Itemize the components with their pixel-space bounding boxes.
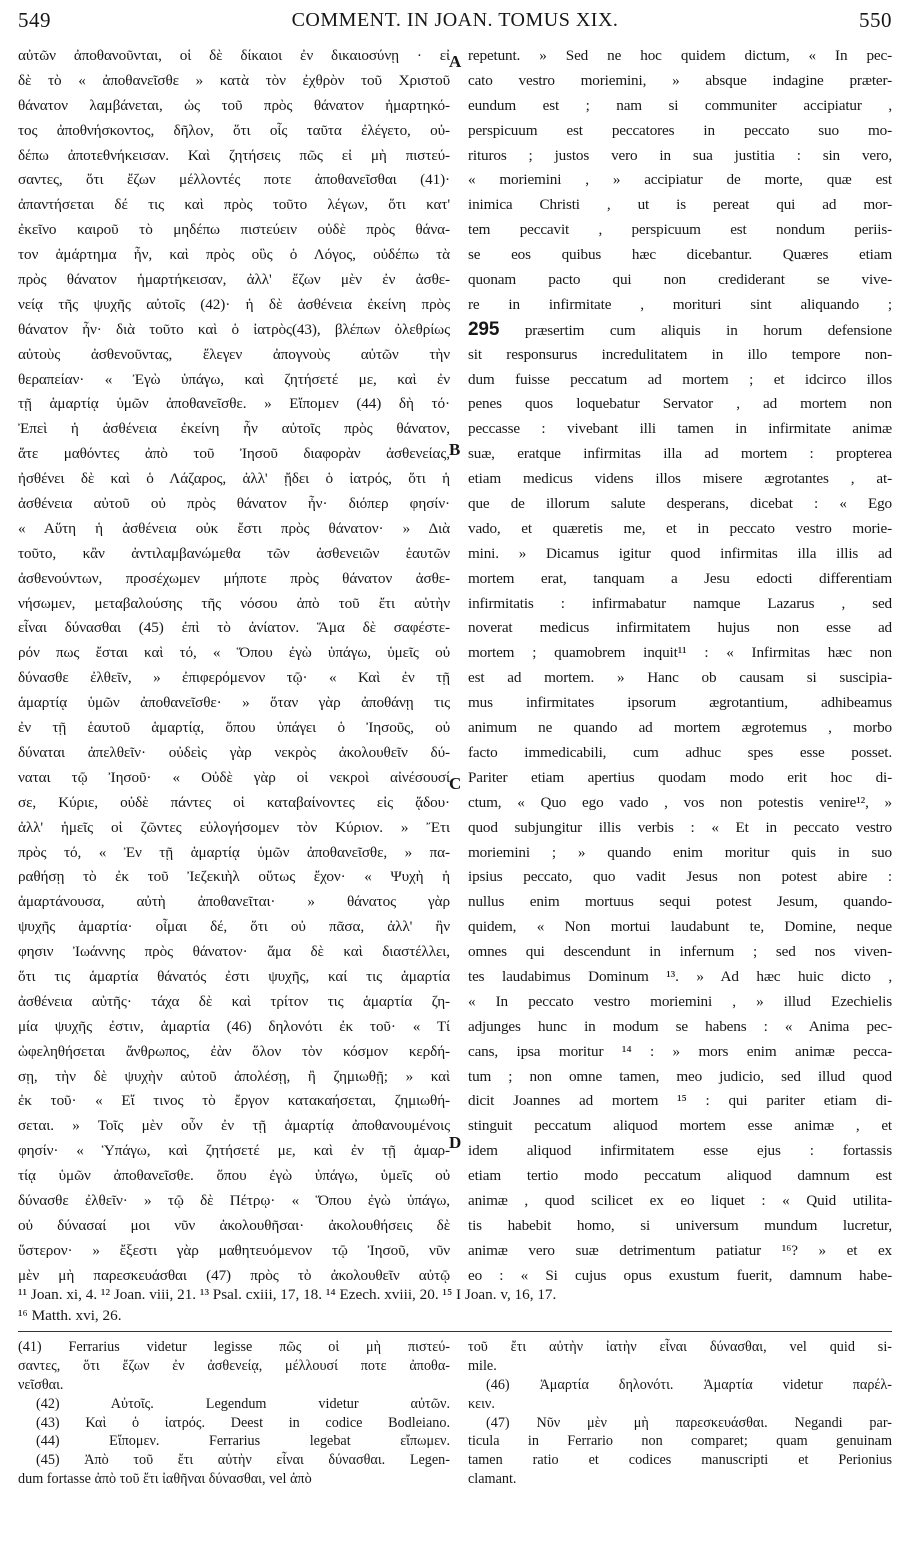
latin-text-line: animæ vero suæ detrimentum patiatur ¹⁶? » et ex xyxy=(468,1241,892,1259)
latin-text-line: etiam medicus videns illos misere ægrotantes , at- xyxy=(468,470,892,488)
latin-text-line: mini. » Dicamus igitur quod infirmitas illa illis ad xyxy=(468,544,892,562)
greek-text-line: θάνατον ἦν· διὰ τοῦτο καὶ ὁ ἰατρὸς(43), βλέπων ὀλεθρίως xyxy=(18,320,450,338)
greek-text-line: τῇ ἁμαρτίᾳ ὑμῶν ἀποθανεῖσθε. » Εἴπομεν (44) δὴ τό· xyxy=(18,395,450,413)
latin-text-line: animum ne quando ad mortem ægrotemus , morbo xyxy=(468,719,892,737)
latin-text-line: tum ; non omne tamen, meo judicio, sed illud quod xyxy=(468,1067,892,1085)
greek-text-line: αὐτῶν ἀποθανοῦνται, οἱ δὲ δίκαιοι ἐν δικαιοσύνῃ · εἰ xyxy=(18,47,450,64)
latin-text-line: est ad mortem. » Hanc ob causam si suscipia- xyxy=(468,669,892,687)
page-number-right: 550 xyxy=(858,7,892,32)
greek-text-line: δέπω ἀποτεθνήκεισαν. Καὶ ζητήσεις πῶς εἰ μὴ πιστεύ- xyxy=(18,146,450,164)
greek-text-line: θεραπείαν· « Ἐγὼ ὑπάγω, καὶ ζητήσετέ με, καὶ ἐν xyxy=(18,370,450,388)
greek-text-column xyxy=(18,44,450,1289)
editor-note-line: (46) Ἁμαρτία δηλονότι. Ἁμαρτία videtur παρέλ- xyxy=(486,1376,892,1393)
greek-text-line: ἀσθένεια αὐτοῦ οὐ πρὸς θάνατον ἦν· διόπερ φησίν· xyxy=(18,495,450,513)
greek-text-line: δὲ τὸ « ἀποθανεῖσθε » κατὰ τὸν ἐχθρὸν τοῦ Χριστοῦ xyxy=(18,71,450,89)
greek-text-line: ραθήσῃ τὸ ἐκ τοῦ Ἰεζεκιὴλ οὕτως ἔχον· « Ψυχὴ ἡ xyxy=(18,868,450,886)
latin-text-line: suæ, eratque infirmitas illa ad mortem : propterea xyxy=(468,445,892,463)
editor-note-line: dum fortasse ἀπὸ τοῦ ἔτι ἰαθῆναι δύνασθαι, vel ἀπὸ xyxy=(18,1471,312,1488)
greek-text-line: αὐτοὺς ἀσθενοῦντας, ἔλεγεν ἀπογνοὺς αὐτῶν τὴν xyxy=(18,345,450,363)
latin-text-line: inimica Christi , ut is pereat qui ad mor- xyxy=(468,196,892,214)
greek-text-line: Ἐπεὶ ἡ ἀσθένεια ἐκείνη ἦν αὐτοῖς πρὸς θάνατον, xyxy=(18,420,450,438)
scripture-references xyxy=(18,1284,892,1326)
latin-text-line: infirmitatis : infirmabatur namque Lazarus , sed xyxy=(468,594,892,612)
margin-marker-c: C xyxy=(449,774,462,793)
latin-text-line: que de illorum salute desperans, dicebat : « Ego xyxy=(468,495,892,513)
latin-text-line: idem aliquod infirmitatem esse ejus : fortassis xyxy=(468,1142,892,1160)
latin-text-line: eo : « Si cujus opus exustum fuerit, damnum habe- xyxy=(468,1266,892,1284)
latin-text-line: omnes qui descendunt in infernum ; sed nos viven- xyxy=(468,943,892,961)
running-title: COMMENT. IN JOAN. TOMUS XIX. xyxy=(291,8,619,31)
greek-text-line: νείᾳ τῆς ψυχῆς αὐτοῖς (42)· ἡ δὲ ἀσθένεια ἐκείνη πρὸς xyxy=(18,295,450,313)
editor-note-line: (47) Νῦν μὲν μὴ παρεσκευάσθαι. Negandi par- xyxy=(486,1414,892,1431)
editor-notes-left xyxy=(18,1338,450,1489)
greek-text-line: νήσωμεν, μεταβαλούσης τῆς νόσου ἀπὸ τοῦ ἔτι αὐτὴν xyxy=(18,594,450,612)
editor-note-line: κειν. xyxy=(468,1395,495,1412)
greek-text-line: ναται τῷ Ἰησοῦ· « Οὐδὲ γὰρ οἱ νεκροὶ αἰνέσουσί xyxy=(18,768,450,786)
greek-text-line: δύναται ἀπελθεῖν· οὐδεὶς γὰρ νεκρὸς ἀκολουθεῖν δύ- xyxy=(18,743,450,761)
latin-text-line: penes quos loquebatur Servator , ad mortem non xyxy=(468,395,892,413)
latin-text-line: moriemini ; » quando enim moritur quis in suo xyxy=(468,843,892,861)
editor-note-line: (45) Ἀπὸ τοῦ ἔτι αὐτὴν εἶναι δύνασθαι. Legen- xyxy=(36,1452,450,1469)
column-number: 295 xyxy=(468,318,500,340)
latin-text-line: quidem, « Non mortui laudabunt te, Domine, neque xyxy=(468,918,892,936)
latin-text-line: ipsius peccato, quo vadit Jesus non potest abire : xyxy=(468,868,892,886)
latin-text-line: re in infirmitate , morituri sint aliquando ; xyxy=(468,295,892,313)
latin-text-line: vado, et quæretis me, et in peccato vestro morie- xyxy=(468,519,892,537)
greek-text-line: εἶναι δύνασθαι (45) ἐπὶ τὸ ἀνίατον. Ἅμα δὲ σαφέστε- xyxy=(18,619,450,637)
latin-text-line: mortem ; quamobrem inquit¹¹ : « Infirmitas hæc non xyxy=(468,644,892,662)
line-text: præsertim cum aliquis in horum defensione xyxy=(524,321,892,339)
greek-text-line: φησίν· « Ὑπάγω, καὶ ζητήσετέ με, καὶ ἐν τῇ ἁμαρ- xyxy=(18,1142,450,1160)
greek-text-line: μία ψυχῆς ἐστιν, ἁμαρτία (46) δηλονότι ἐκ τοῦ· « Τί xyxy=(18,1017,450,1035)
greek-text-line: ὠφεληθήσεται ἄνθρωπος, ἐὰν ὅλον τὸν κόσμον κερδή- xyxy=(18,1042,450,1060)
latin-text-line: facto immedicabili, cum adhuc spes esse posset. xyxy=(468,743,892,761)
greek-text-line: ὅτι τις ἁμαρτία θάνατός ἐστι ψυχῆς, καί τις ἁμαρτία xyxy=(18,967,450,985)
latin-text-line: « In peccato vestro moriemini , » illud Ezechielis xyxy=(468,992,892,1010)
greek-text-line: ψυχῆς ἁμαρτία· οἶμαι δέ, ὅτι οὐ πᾶσα, ἀλλ' ἣν xyxy=(18,918,450,936)
latin-text-line: ctum, « Quo ego vado , vos non potestis venire¹², » xyxy=(468,793,892,811)
latin-text-line: nullus enim mortuus sequi potest Jesum, quando- xyxy=(468,893,892,911)
latin-text-line: cato vestro moriemini, » absque indagine præter- xyxy=(468,71,892,89)
editor-note-line: τοῦ ἔτι αὐτὴν ἰατὴν εἶναι δύνασθαι, vel quid si- xyxy=(468,1339,892,1355)
latin-text-line: tes laudabimus Dominum ¹³. » Ad hæc huic dicto , xyxy=(468,967,892,985)
latin-text-line: « moriemini , » accipiatur de morte, quæ est xyxy=(468,171,892,189)
editor-note-line: (43) Καὶ ὁ ἰατρός. Deest in codice Bodleiano. xyxy=(36,1414,450,1431)
latin-text-line: Pariter etiam apertius quodam modo erit hoc di- xyxy=(468,768,892,786)
latin-text-line xyxy=(468,318,892,343)
greek-text-line: θάνατον λαμβάνεται, ὡς τοῦ πρὸς θάνατον ἡμαρτηκό- xyxy=(18,96,450,114)
greek-text-line: πρὸς τό, « Ἐν τῇ ἁμαρτίᾳ ὑμῶν ἀποθανεῖσθε, » πα- xyxy=(18,843,450,861)
greek-text-line: τος ἀποθνήσκοντος, δῆλον, ὅτι οἷς ταῦτα ἐλέγετο, οὐ- xyxy=(18,121,450,139)
latin-text-column xyxy=(468,44,892,1289)
margin-marker-a: A xyxy=(449,52,462,71)
editor-note-line: tamen ratio et codices manuscripti et Perionius xyxy=(468,1452,892,1469)
greek-text-line: ἐκεῖνο καιροῦ τὸ μηδέπω πιστεύειν οὐδὲ πρὸς θάνα- xyxy=(18,221,450,239)
latin-text-line: dicit Joannes ad mortem ¹⁵ : qui pariter etiam di- xyxy=(468,1092,892,1110)
greek-text-line: δύνασθε ἐλθεῖν, » ἐπιφερόμενον τῷ· « Καὶ ἐν τῇ xyxy=(18,669,450,687)
footnote-divider xyxy=(18,1331,892,1332)
latin-text-line: cans, ipsa moritur ¹⁴ : » mors enim animæ pecca- xyxy=(468,1042,892,1060)
scripture-reference-line: ¹¹ Joan. xi, 4. ¹² Joan. viii, 21. ¹³ Psal. cxiii, 17, 18. ¹⁴ Ezech. xviii, 20. ¹⁵ I Joan. v, 16, 17. xyxy=(18,1286,557,1303)
greek-text-line: μὲν μὴ παρεσκευάσθαι (47) πρὸς τὸ ἀκολουθεῖν αὐτῷ xyxy=(18,1266,450,1284)
editor-note-line: (42) Αὐτοῖς. Legendum videtur αὐτῶν. xyxy=(36,1395,450,1412)
editor-note-line: (41) Ferrarius videtur legisse πῶς οἱ μὴ πιστεύ- xyxy=(18,1339,450,1355)
greek-text-line: ἁμαρτάνουσα, αὐτὴ ἀποθανεῖται· » θάνατος γὰρ xyxy=(18,893,450,911)
latin-text-line: adjunges hunc in modum se habens : « Anima pec- xyxy=(468,1017,892,1035)
editor-note-line: σαντες, ὅτι ἔζων ἐν ἀσθενείᾳ, μέλλουσί ποτε ἀποθα- xyxy=(18,1357,450,1374)
editor-notes-right xyxy=(468,1338,892,1489)
greek-text-line: ἁμαρτίᾳ ὑμῶν ἀποθανεῖσθε· » ὅταν γὰρ ἀποθάνῃ τις xyxy=(18,694,450,712)
latin-text-line: noverat medicus infirmitatem hujus non esse ad xyxy=(468,619,892,637)
greek-text-line: ἀσθένεια αὐτῆς· τάχα δὲ καὶ τρίτον τις ἁμαρτία ζη- xyxy=(18,992,450,1010)
greek-text-line: ἐκ τοῦ· « Εἴ τινος τὸ ἔργον κατακαήσεται, ζημιωθή- xyxy=(18,1092,450,1110)
greek-text-line: ρόν πως ἔσται καὶ τό, « Ὅπου ἐγὼ ὑπάγω, ὑμεῖς οὐ xyxy=(18,644,450,662)
greek-text-line: σαντες, ὅτι ἔζων μέλλοντές ποτε ἀποθανεῖσθαι (41)· xyxy=(18,171,450,189)
latin-text-line: eundum est ; nam si communiter accipiatur , xyxy=(468,96,892,114)
editor-note-line: clamant. xyxy=(468,1471,517,1488)
latin-text-line: tem peccavit , perspicuum est nondum periis- xyxy=(468,221,892,239)
editor-note-line: mile. xyxy=(468,1357,497,1374)
latin-text-line: rituros ; justos vero in sua justitia : sin vero, xyxy=(468,146,892,164)
greek-text-line: οὐ δύνασαί μοι νῦν ἀκολουθῆσαι· ἀκολουθήσεις δὲ xyxy=(18,1216,450,1234)
greek-text-line: σε, Κύριε, οὐδὲ πάντες οἱ καταβαίνοντες εἰς ᾅδου· xyxy=(18,793,450,811)
greek-text-line: φησιν Ἰωάννης πρὸς θάνατον· ἅμα δὲ καὶ διαστέλλει, xyxy=(18,943,450,961)
latin-text-line: animæ , quod scilicet ex eo liquet : « Quid utilita- xyxy=(468,1191,892,1209)
latin-text-line: perspicuum est peccatores in peccato suo mo- xyxy=(468,121,892,139)
latin-text-line: mus infirmitates ipsorum ægrotantium, adhibeamus xyxy=(468,694,892,712)
greek-text-line: δύνασθε ἐλθεῖν· » τῷ δὲ Πέτρῳ· « Ὅπου ἐγὼ ὑπάγω, xyxy=(18,1191,450,1209)
latin-text-line: peccasse : vivebant illi tamen in infirmitate animæ xyxy=(468,420,892,438)
latin-text-line: quonam pacto qui non crediderant se vive- xyxy=(468,271,892,289)
latin-text-line: repetunt. » Sed ne hoc quidem dictum, « In pec- xyxy=(468,47,892,64)
margin-marker-b: B xyxy=(449,440,461,459)
greek-text-line: ἀπαντήσεται δέ τις καὶ πρὸς τοῦτο λέγων, ὅτι κατ' xyxy=(18,196,450,214)
latin-text-line: tis habebit homo, si universum mundum lucretur, xyxy=(468,1216,892,1234)
page-number-left: 549 xyxy=(18,7,51,32)
greek-text-line: σεται. » Τοῖς μὲν οὖν ἐν τῇ ἁμαρτίᾳ ἀποθανουμένοις xyxy=(18,1117,450,1135)
greek-text-line: ἀλλ' ἡμεῖς οἱ ζῶντες εὐλογήσομεν τὸν Κύριον. » Ἔτι xyxy=(18,818,450,836)
latin-text-line: sit responsurus incredulitatem in illo tempore non- xyxy=(468,345,892,363)
latin-text-line: etiam tertio modo peccatum aliquod damnum est xyxy=(468,1167,892,1185)
greek-text-line: τίᾳ ὑμῶν ἀποθανεῖσθε. ὅπου ἐγὼ ὑπάγω, ὑμεῖς οὐ xyxy=(18,1167,450,1185)
greek-text-line: πρὸς θάνατον ἡμαρτήκεισαν, ἀλλ' ἔζων μὲν ἐν ἀσθε- xyxy=(18,271,450,289)
editor-note-line: ticula in Ferrario non comparet; quam genuinam xyxy=(468,1433,892,1450)
greek-text-line: ἐν τῇ ἑαυτοῦ ἁμαρτίᾳ, ὅπου ὑπάγει ὁ Ἰησοῦς, οὐ xyxy=(18,719,450,737)
latin-text-line: dum fuisse peccatum ad mortem ; et idcirco illos xyxy=(468,370,892,388)
greek-text-line: ὕστερον· » ἔξεστι γὰρ μαθητευόμενον τῷ Ἰησοῦ, νῦν xyxy=(18,1241,450,1259)
greek-text-line: ἀσθενούντων, προσέχωμεν μήποτε πρὸς θάνατον ἀσθε- xyxy=(18,569,450,587)
scripture-reference-line: ¹⁶ Matth. xvi, 26. xyxy=(18,1307,122,1324)
greek-text-line: ἅτε μαθόντες ἀπὸ τοῦ Ἰησοῦ διαφορὰν ἀσθενείας, xyxy=(18,445,450,463)
editor-note-line: (44) Εἴπομεν. Ferrarius legebat εἴπωμεν. xyxy=(36,1433,450,1450)
latin-text-line: se eos quibus hæc dicebantur. Quæres etiam xyxy=(468,246,892,264)
latin-text-line: quod subjungitur illis verbis : « Et in peccato vestro xyxy=(468,818,892,836)
running-head xyxy=(18,0,892,40)
latin-text-line: stinguit peccatum aliquod mortem esse animæ , et xyxy=(468,1117,892,1135)
editor-note-line: νεῖσθαι. xyxy=(18,1376,64,1393)
greek-text-line: σῃ, τὴν δὲ ψυχὴν αὐτοῦ ἀπολέσῃ, ἢ ζημιωθῇ; » καὶ xyxy=(18,1067,450,1085)
margin-marker-d: D xyxy=(449,1133,462,1152)
greek-text-line: « Αὕτη ἡ ἀσθένεια οὐκ ἔστι πρὸς θάνατον· » Διὰ xyxy=(18,519,450,537)
latin-text-line: mortem erat, tanquam a Jesu edocti differentiam xyxy=(468,569,892,587)
greek-text-line: τοῦτο, κἂν ἀντιλαμβανώμεθα τῶν ἀσθενειῶν ἑαυτῶν xyxy=(18,544,450,562)
greek-text-line: τον ἁμάρτημα ἦν, καὶ πρὸς οὓς ὁ Λόγος, οὐδέπω τὰ xyxy=(18,246,450,264)
greek-text-line: ἠσθένει δὲ καὶ ὁ Λάζαρος, ἀλλ' ᾔδει ὁ ἰατρός, ὅτι ἡ xyxy=(18,470,450,488)
